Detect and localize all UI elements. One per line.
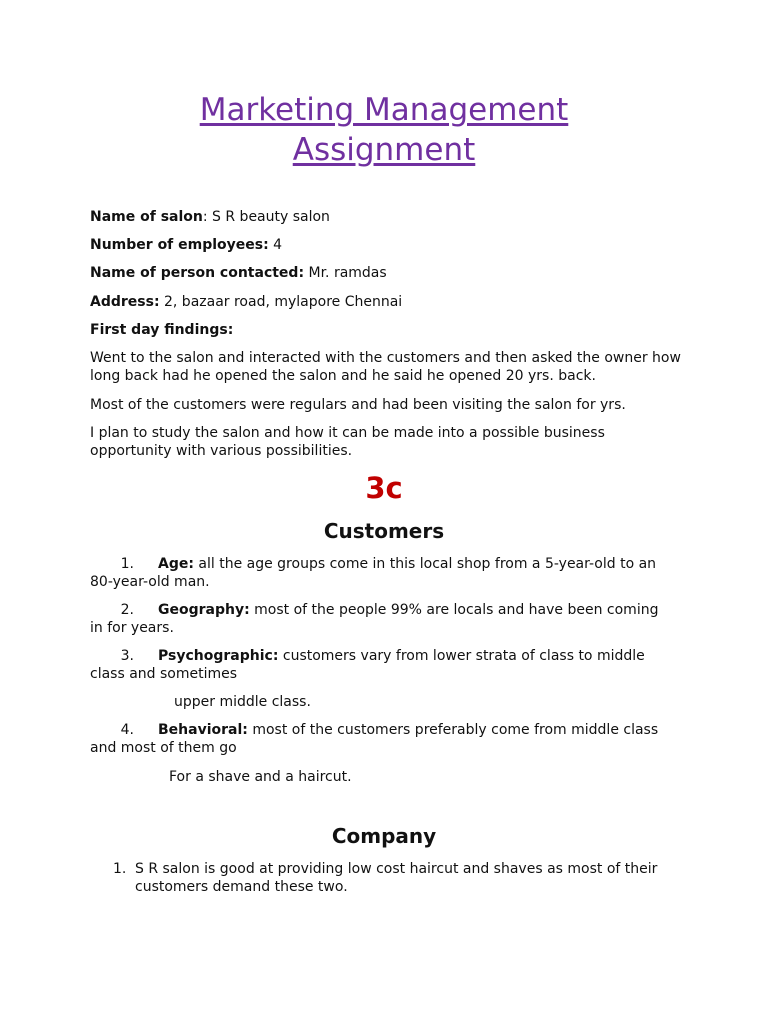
- findings-paragraph-1: [90, 349, 690, 385]
- address-field: [90, 293, 402, 311]
- address-value: 2, bazaar road, mylapore Chennai: [159, 294, 403, 310]
- paragraph-2-line-1: Most of the customers were regulars and had been visiting the salon for yrs.: [90, 397, 626, 413]
- list-number: 4.: [120, 722, 134, 738]
- employees-label: Number of employees:: [90, 237, 269, 253]
- item-label: Age:: [158, 556, 194, 572]
- behavioral-continuation: For a shave and a haircut.: [169, 769, 352, 785]
- paragraph-1-line-1: Went to the salon and interacted with the customers and then asked the owner how: [90, 350, 681, 366]
- three-c-heading: 3c: [365, 471, 403, 505]
- customer-item-psychographic: [90, 647, 690, 683]
- findings-paragraph-3: [90, 424, 690, 460]
- person-contacted-value: Mr. ramdas: [304, 265, 387, 281]
- item-label: Geography:: [158, 602, 250, 618]
- item-text-line-2: in for years.: [90, 620, 174, 636]
- employees-value: 4: [268, 237, 283, 253]
- paragraph-1-line-2: long back had he opened the salon and he said he opened 20 yrs. back.: [90, 368, 596, 384]
- list-number: 3.: [120, 648, 134, 664]
- item-text: most of the people 99% are locals and have been coming: [249, 602, 659, 618]
- company-item-text-line-2: customers demand these two.: [135, 879, 348, 895]
- salon-name-field: [90, 208, 330, 226]
- list-number: 2.: [120, 602, 134, 618]
- item-text: all the age groups come in this local shop from a 5-year-old to an: [193, 556, 657, 572]
- customer-item-age: [90, 555, 690, 591]
- first-day-findings-label: First day findings:: [90, 322, 234, 338]
- item-text: most of the customers preferably come from middle class: [247, 722, 659, 738]
- company-item-text-line-1: S R salon is good at providing low cost haircut and shaves as most of their: [135, 861, 658, 877]
- list-number: 1.: [113, 861, 127, 877]
- list-number: 1.: [120, 556, 134, 572]
- employees-field: [90, 236, 282, 254]
- first-day-findings-field: [90, 321, 233, 339]
- company-heading: Company: [331, 824, 437, 848]
- item-text-line-2: 80-year-old man.: [90, 574, 210, 590]
- item-text-line-2: and most of them go: [90, 740, 237, 756]
- customers-heading: Customers: [323, 519, 445, 543]
- title-line-1: Marketing Management: [199, 92, 569, 128]
- paragraph-3-line-2: opportunity with various possibilities.: [90, 443, 353, 459]
- customer-item-behavioral: [90, 721, 690, 757]
- item-text-line-2: class and sometimes: [90, 666, 238, 682]
- item-text: customers vary from lower strata of class to middle: [278, 648, 645, 664]
- person-contacted-field: [90, 264, 387, 282]
- item-label: Psychographic:: [158, 648, 279, 664]
- person-contacted-label: Name of person contacted:: [90, 265, 305, 281]
- paragraph-3-line-1: I plan to study the salon and how it can be made into a possible business: [90, 425, 605, 441]
- title-line-2: Assignment: [292, 132, 476, 168]
- address-label: Address:: [90, 294, 160, 310]
- salon-name-value: : S R beauty salon: [202, 209, 330, 225]
- item-label: Behavioral:: [158, 722, 248, 738]
- customer-item-geography: [90, 601, 690, 637]
- salon-name-label: Name of salon: [90, 209, 203, 225]
- psychographic-continuation: upper middle class.: [174, 694, 311, 710]
- document-title: [0, 90, 768, 170]
- findings-paragraph-2: [90, 396, 690, 414]
